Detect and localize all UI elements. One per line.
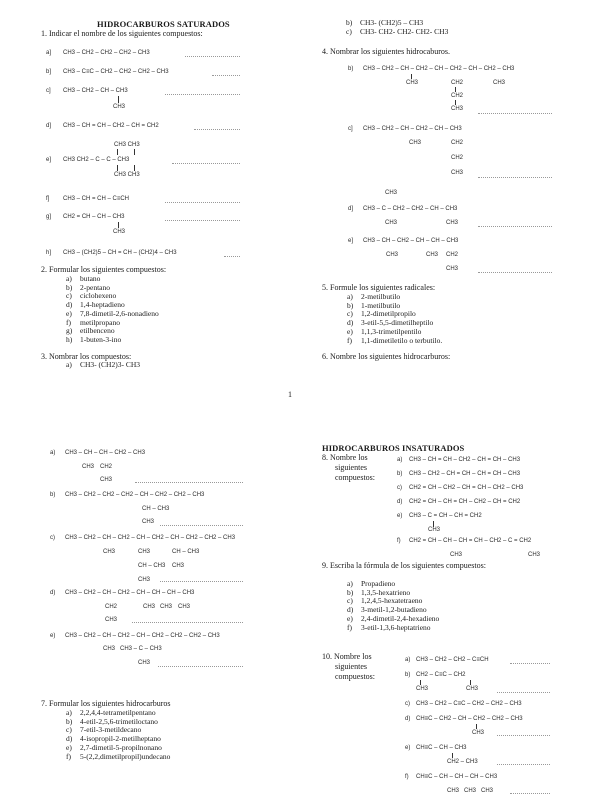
list-item: c) CH3- CH2- CH2- CH2- CH3 bbox=[346, 26, 449, 36]
q1-formula-h: CH3 – (CH2)5 – CH = CH – (CH2)4 – CH3 bbox=[63, 250, 177, 256]
q4-sub: CH3 bbox=[493, 80, 506, 86]
q10-key-e: e) bbox=[405, 745, 411, 751]
list-item: a) Propadieno bbox=[347, 579, 396, 588]
p2-sub: CH3 bbox=[103, 646, 116, 652]
p2-key-d: d) bbox=[50, 590, 56, 596]
p2-key-e: e) bbox=[50, 633, 56, 639]
q1-formula-f: CH3 – CH = CH – C≡CH bbox=[63, 196, 130, 202]
p2-sub: CH3 bbox=[160, 604, 173, 610]
p2-sub: CH2 bbox=[100, 464, 113, 470]
list-item: b) 1,3,5-hexatrieno bbox=[347, 587, 411, 597]
p2-key-a: a) bbox=[50, 450, 56, 456]
q10-sub: CH3 bbox=[481, 788, 494, 794]
bond-line bbox=[134, 149, 135, 155]
bond-line bbox=[476, 724, 477, 729]
q8-key-a: a) bbox=[397, 457, 403, 463]
answer-line[interactable] bbox=[510, 663, 550, 664]
page-number: 1 bbox=[288, 390, 292, 399]
answer-line[interactable] bbox=[172, 163, 240, 164]
list-item: a) CH3- (CH2)3- CH3 bbox=[66, 360, 140, 369]
q8-sub: CH3 bbox=[450, 552, 463, 558]
q7-list bbox=[66, 709, 170, 761]
list-item: f) 3-etil-1,3,6-heptatrieno bbox=[347, 622, 431, 632]
answer-line[interactable] bbox=[160, 525, 243, 526]
p2-sub: CH – CH3 bbox=[172, 549, 200, 555]
q4-key-b: b) bbox=[348, 66, 354, 72]
q4-formula-d: CH3 – C – CH2 – CH2 – CH – CH3 bbox=[363, 206, 458, 212]
list-item: d) 4-isopropil-2-metilheptano bbox=[66, 734, 161, 744]
q4-sub: CH3 bbox=[446, 266, 459, 272]
p2-formula-e: CH3 – CH2 – CH – CH2 – CH – CH2 – CH2 – CH2 – CH3 bbox=[65, 633, 220, 639]
q8-sub: CH3 bbox=[528, 552, 541, 558]
list-item: f) 1,1-dimetiletilo o terbutilo. bbox=[347, 335, 443, 345]
q10-sub: CH3 bbox=[472, 730, 485, 736]
q1-key-d: d] bbox=[46, 123, 52, 129]
answer-line[interactable] bbox=[497, 735, 550, 736]
q4-sub: CH2 bbox=[446, 252, 459, 258]
q10-formula-c: CH3 – CH2 – C≡C – CH2 – CH2 – CH3 bbox=[416, 701, 522, 707]
answer-line[interactable] bbox=[135, 482, 243, 483]
list-item: a) 2-metilbutilo bbox=[347, 292, 401, 301]
p2-sub: CH3 bbox=[105, 617, 118, 623]
q10-sub: CH3 bbox=[466, 686, 479, 692]
q4-sub: CH3 bbox=[409, 140, 422, 146]
list-item: f) metilpropano bbox=[66, 317, 120, 327]
q4-formula-e: CH3 – CH – CH2 – CH – CH – CH3 bbox=[363, 238, 459, 244]
q4-sub: CH3 bbox=[385, 220, 398, 226]
q8-formula-b: CH3 – CH2 – CH = CH – CH = CH – CH3 bbox=[409, 471, 521, 477]
q10-formula-f: CH≡C – CH – CH – CH – CH3 bbox=[416, 774, 498, 780]
q8-formula-f: CH2 = CH – CH – CH = CH – CH2 – C = CH2 bbox=[409, 538, 532, 544]
question-8-prompt: 8. Nombre los siguientes compuestos: bbox=[322, 453, 375, 482]
q1-key-c: c] bbox=[46, 88, 51, 94]
list-item: e) 2,7-dimetil-5-propilnonano bbox=[66, 742, 162, 752]
q8-key-c: c) bbox=[397, 485, 402, 491]
q10-sub: CH3 bbox=[447, 788, 460, 794]
q1-key-f: f] bbox=[46, 196, 50, 202]
question-5-prompt: 5. Formule los siguientes radicales: bbox=[322, 283, 436, 292]
bond-line bbox=[117, 149, 118, 155]
answer-line[interactable] bbox=[478, 226, 552, 227]
bond-line bbox=[420, 680, 421, 685]
p2-key-c: c) bbox=[50, 535, 55, 541]
q4-key-d: d] bbox=[348, 206, 354, 212]
p2-sub: CH3 bbox=[82, 464, 95, 470]
question-2-prompt: 2. Formular los siguientes compuestos: bbox=[41, 265, 167, 274]
list-item: a) 2,2,4,4-tetrametilpentano bbox=[66, 708, 156, 717]
p2-formula-a: CH3 – CH – CH – CH2 – CH3 bbox=[65, 450, 146, 456]
answer-line[interactable] bbox=[132, 622, 243, 623]
q4-key-e: e] bbox=[348, 238, 354, 244]
q1-sub-g: CH3 bbox=[113, 229, 126, 235]
answer-line[interactable] bbox=[497, 692, 550, 693]
list-item: d) 1,4-heptadieno bbox=[66, 300, 125, 310]
q4-key-c: c] bbox=[348, 126, 353, 132]
answer-line[interactable] bbox=[510, 793, 550, 794]
q8-key-e: e) bbox=[397, 513, 403, 519]
p2-sub: CH3 bbox=[142, 519, 155, 525]
q10-key-d: d) bbox=[405, 716, 411, 722]
q10-key-c: c) bbox=[405, 701, 410, 707]
q1-sub-e: CH3 CH3 bbox=[114, 172, 140, 178]
q10-formula-e: CH≡C – CH – CH3 bbox=[416, 745, 467, 751]
q4-sub: CH2 bbox=[451, 93, 464, 99]
p2-sub: CH3 bbox=[138, 577, 151, 583]
answer-line[interactable] bbox=[478, 272, 552, 273]
question-6-prompt: 6. Nombre los siguientes hidrocarburos: bbox=[322, 352, 451, 361]
q4-sub: CH3 bbox=[446, 220, 459, 226]
q4-sub: CH3 bbox=[406, 80, 419, 86]
answer-line[interactable] bbox=[165, 202, 240, 203]
q10-key-f: f) bbox=[405, 774, 409, 780]
q1-key-a: a] bbox=[46, 50, 52, 56]
q1-formula-a: CH3 – CH2 – CH2 – CH2 – CH3 bbox=[63, 50, 150, 56]
bond-line bbox=[117, 165, 118, 171]
q8-key-d: d) bbox=[397, 499, 403, 505]
answer-line[interactable] bbox=[478, 113, 552, 114]
q8-sub: CH3 bbox=[428, 527, 441, 533]
section-title-saturados: HIDROCARBUROS SATURADOS bbox=[97, 19, 230, 29]
list-item: c) 1,2,4,5-hexatetraeno bbox=[347, 596, 423, 606]
q3-list-left bbox=[66, 361, 140, 370]
question-3-prompt: 3. Nombrar los compuestos: bbox=[41, 352, 132, 361]
list-item: b) 2-pentano bbox=[66, 282, 110, 292]
p2-formula-b: CH3 – CH2 – CH2 – CH2 – CH – CH2 – CH2 – CH3 bbox=[65, 492, 205, 498]
p2-sub: CH3 bbox=[143, 604, 156, 610]
q8-formula-c: CH2 = CH – CH2 – CH = CH – CH2 – CH3 bbox=[409, 485, 524, 491]
list-item: c) 7-etil-3-metildecano bbox=[66, 725, 142, 735]
q8-formula-a: CH3 – CH = CH – CH2 – CH = CH – CH3 bbox=[409, 457, 521, 463]
q4-sub: CH3 bbox=[451, 106, 464, 112]
q8-key-b: b) bbox=[397, 471, 403, 477]
q4-formula-b: CH3 – CH2 – CH – CH2 – CH – CH2 – CH – CH2 – CH3 bbox=[363, 66, 515, 72]
bond-line bbox=[455, 100, 456, 105]
list-item: h) 1-buten-3-ino bbox=[66, 334, 122, 344]
q4-top-d: CH3 bbox=[385, 190, 398, 196]
q8-formula-e: CH3 – C = CH – CH = CH2 bbox=[409, 513, 482, 519]
p2-sub: CH3 bbox=[138, 660, 151, 666]
bond-line bbox=[134, 165, 135, 171]
q10-key-b: b) bbox=[405, 672, 411, 678]
q1-sub-c: CH3 bbox=[113, 104, 126, 110]
p2-sub: CH3 bbox=[103, 549, 116, 555]
question-10-prompt: 10. Nombre los siguientes compuestos: bbox=[322, 652, 375, 681]
section-title-insaturados: HIDROCARBUROS INSATURADOS bbox=[322, 443, 465, 453]
q4-sub: CH2 bbox=[451, 140, 464, 146]
q1-key-g: g] bbox=[46, 214, 52, 220]
list-item: e) 2,4-dimetil-2,4-hexadieno bbox=[347, 613, 440, 623]
bond-line bbox=[118, 222, 119, 228]
answer-line[interactable] bbox=[158, 666, 243, 667]
q4-sub: CH3 bbox=[451, 170, 464, 176]
q10-formula-b: CH2 – C≡C – CH2 bbox=[416, 672, 466, 678]
q1-formula-g: CH2 = CH – CH – CH3 bbox=[63, 214, 125, 220]
answer-line[interactable] bbox=[212, 75, 240, 76]
q10-sub: CH3 bbox=[464, 788, 477, 794]
p2-sub: CH3 – C – CH3 bbox=[120, 646, 162, 652]
list-item: b) 4-etil-2,5,6-trimetiloctano bbox=[66, 716, 158, 726]
q4-sub: CH2 bbox=[451, 80, 464, 86]
q8-key-f: f) bbox=[397, 538, 401, 544]
bond-line bbox=[411, 74, 412, 79]
q1-top-e: CH3 CH3 bbox=[114, 142, 140, 148]
q1-formula-e: CH3 CH2 – C – C – CH3 bbox=[63, 157, 130, 163]
answer-line[interactable] bbox=[478, 177, 552, 178]
p2-sub: CH3 bbox=[138, 549, 151, 555]
q3-list-right bbox=[346, 19, 448, 36]
list-item: a) butano bbox=[66, 274, 101, 283]
list-item: f) 5-(2,2,dimetilpropil)undecano bbox=[66, 751, 171, 761]
q1-formula-d: CH3 – CH = CH – CH2 – CH = CH2 bbox=[63, 123, 159, 129]
answer-line[interactable] bbox=[165, 94, 240, 95]
list-item: g) etilbenceno bbox=[66, 326, 115, 336]
question-9-prompt: 9. Escriba la fórmula de los siguientes compuestos: bbox=[322, 561, 486, 570]
answer-line[interactable] bbox=[165, 220, 240, 221]
p2-sub: CH3 bbox=[178, 604, 191, 610]
answer-line[interactable] bbox=[224, 256, 240, 257]
q8-formula-d: CH2 = CH – CH = CH – CH2 – CH = CH2 bbox=[409, 499, 521, 505]
q10-sub: CH2 – CH3 bbox=[447, 759, 478, 765]
q4-sub: CH3 bbox=[386, 252, 399, 258]
q4-formula-c: CH3 – CH2 – CH – CH2 – CH – CH3 bbox=[363, 126, 462, 132]
q2-list bbox=[66, 275, 159, 345]
bond-line bbox=[118, 96, 119, 103]
q1-formula-c: CH3 – CH2 – CH – CH3 bbox=[63, 88, 128, 94]
q5-list bbox=[347, 293, 442, 345]
p2-key-b: b) bbox=[50, 492, 56, 498]
q1-key-h: h] bbox=[46, 250, 52, 256]
question-4-prompt: 4. Nombrar los siguientes hidrocaburos. bbox=[322, 47, 450, 56]
p2-sub: CH3 bbox=[100, 477, 113, 483]
list-item: e) 7,8-dimetil-2,6-nonadieno bbox=[66, 308, 159, 318]
q10-sub: CH3 bbox=[416, 686, 429, 692]
q4-sub: CH3 bbox=[426, 252, 439, 258]
answer-line[interactable] bbox=[185, 56, 240, 57]
question-7-prompt: 7. Formular los siguientes hidrocarburos bbox=[41, 699, 171, 708]
list-item: e) 1,1,3-trimetilpentilo bbox=[347, 326, 422, 336]
bond-line bbox=[452, 753, 453, 758]
answer-line[interactable] bbox=[194, 129, 240, 130]
p2-sub: CH – CH3 bbox=[138, 563, 166, 569]
q1-key-b: b] bbox=[46, 69, 52, 75]
q1-formula-b: CH3 – C≡C – CH2 – CH2 – CH2 – CH3 bbox=[63, 69, 169, 75]
list-item: b) CH3- (CH2)5 – CH3 bbox=[346, 18, 424, 27]
q10-formula-a: CH3 – CH2 – CH2 – C≡CH bbox=[416, 657, 489, 663]
q4-sub: CH2 bbox=[451, 155, 464, 161]
bond-line bbox=[470, 680, 471, 685]
p2-formula-d: CH3 – CH2 – CH – CH2 – CH – CH – CH – CH3 bbox=[65, 590, 195, 596]
list-item: d) 3-etil-5,5-dimetilheptilo bbox=[347, 318, 434, 328]
answer-line[interactable] bbox=[160, 581, 243, 582]
p2-sub: CH3 bbox=[172, 563, 185, 569]
bond-line bbox=[455, 87, 456, 92]
p2-formula-c: CH3 – CH2 – CH – CH2 – CH – CH2 – CH – CH2 – CH2 – CH3 bbox=[65, 535, 236, 541]
p2-sub: CH – CH3 bbox=[142, 506, 170, 512]
question-1-prompt: 1. Indicar el nombre de los siguientes compuestos: bbox=[41, 29, 203, 38]
q1-key-e: e] bbox=[46, 157, 52, 163]
q9-list bbox=[347, 580, 439, 632]
p2-sub: CH2 bbox=[105, 604, 118, 610]
list-item: c) ciclohexeno bbox=[66, 291, 117, 301]
q10-formula-d: CH≡C – CH2 – CH – CH2 – CH2 – CH3 bbox=[416, 716, 523, 722]
list-item: c) 1,2-dimetilpropilo bbox=[347, 309, 416, 319]
answer-line[interactable] bbox=[497, 764, 550, 765]
q10-key-a: a) bbox=[405, 657, 411, 663]
list-item: d) 3-metil-1,2-butadieno bbox=[347, 605, 427, 615]
list-item: b) 1-metilbutilo bbox=[347, 300, 401, 310]
